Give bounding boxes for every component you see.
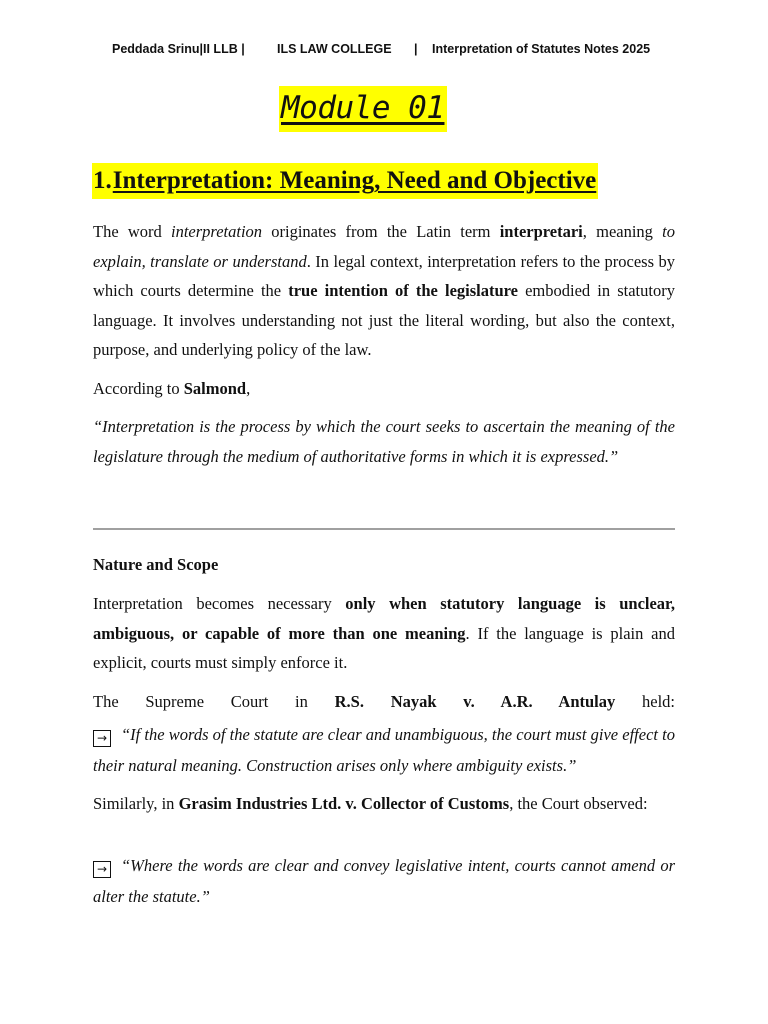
case2-intro xyxy=(93,790,675,818)
section-number: 1. xyxy=(93,167,112,194)
subheading: Nature and Scope xyxy=(93,555,219,574)
text-run: originates from the Latin term xyxy=(262,222,500,241)
according-line xyxy=(93,374,675,404)
text-run: held: xyxy=(615,692,675,711)
case2-quote xyxy=(93,850,675,912)
salmond-quote: “Interpretation is the process by which the court seeks to ascertain the meaning of the legislature through the medium of authoritative forms in which it is expressed.” xyxy=(93,417,675,466)
text-run-bold: only when statutory language is unclear, ambiguous, or capable of more than one meaning xyxy=(93,594,675,643)
text-run-bold: interpretari xyxy=(499,222,583,241)
text-run: , the Court observed: xyxy=(509,794,648,813)
text-run-italic: interpretation xyxy=(171,222,263,241)
case-name: Grasim Industries Ltd. v. Collector of Customs xyxy=(178,794,510,813)
text-run: According to xyxy=(93,379,184,398)
case1-quote xyxy=(93,719,675,781)
header-notes-title: Interpretation of Statutes Notes 2025 xyxy=(432,42,651,56)
text-run: . If the language is plain and explicit, courts must simply enforce it. xyxy=(93,623,675,672)
text-run: embodied in statutory language. It involves understanding not just the literal wording, but also the context, purpose, and underlying policy of the law. xyxy=(93,281,675,359)
module-title: Module 01 xyxy=(279,86,447,132)
text-run: The word xyxy=(93,222,171,241)
text-run: Interpretation becomes necessary xyxy=(93,594,346,613)
section-heading xyxy=(92,163,598,199)
case-name: R.S. Nayak v. A.R. Antulay xyxy=(334,692,616,711)
text-run: , xyxy=(246,379,251,398)
intro-paragraph xyxy=(93,217,675,365)
nature-heading xyxy=(93,550,675,580)
text-run: The Supreme Court in xyxy=(93,692,335,711)
text-run-italic: to explain, translate or understand xyxy=(93,222,675,271)
text-run: . In legal context, interpretation refers to the process by which courts determine the xyxy=(93,251,675,300)
text-run-bold: true intention of the legislature xyxy=(288,281,518,300)
quote-text: “Where the words are clear and convey legislative intent, courts cannot amend or alter the statute.” xyxy=(93,856,675,906)
text-run: , meaning xyxy=(582,222,663,241)
quote-text: “If the words of the statute are clear and unambiguous, the court must give effect to their natural meaning. Construction arises only where ambiguity exists.” xyxy=(93,725,675,775)
arrow-icon: → xyxy=(93,861,111,878)
arrow-icon: → xyxy=(93,730,111,747)
case1-intro xyxy=(93,687,675,717)
text-run-bold: Salmond xyxy=(183,379,247,398)
header-college: ILS LAW COLLEGE xyxy=(277,42,392,56)
header-author: Peddada Srinu|II LLB | xyxy=(112,42,245,56)
section-divider xyxy=(93,528,675,530)
section-title: Interpretation: Meaning, Need and Objective xyxy=(112,167,597,194)
header-separator: | xyxy=(414,42,418,56)
nature-paragraph xyxy=(93,589,675,678)
text-run: Similarly, in xyxy=(93,794,179,813)
